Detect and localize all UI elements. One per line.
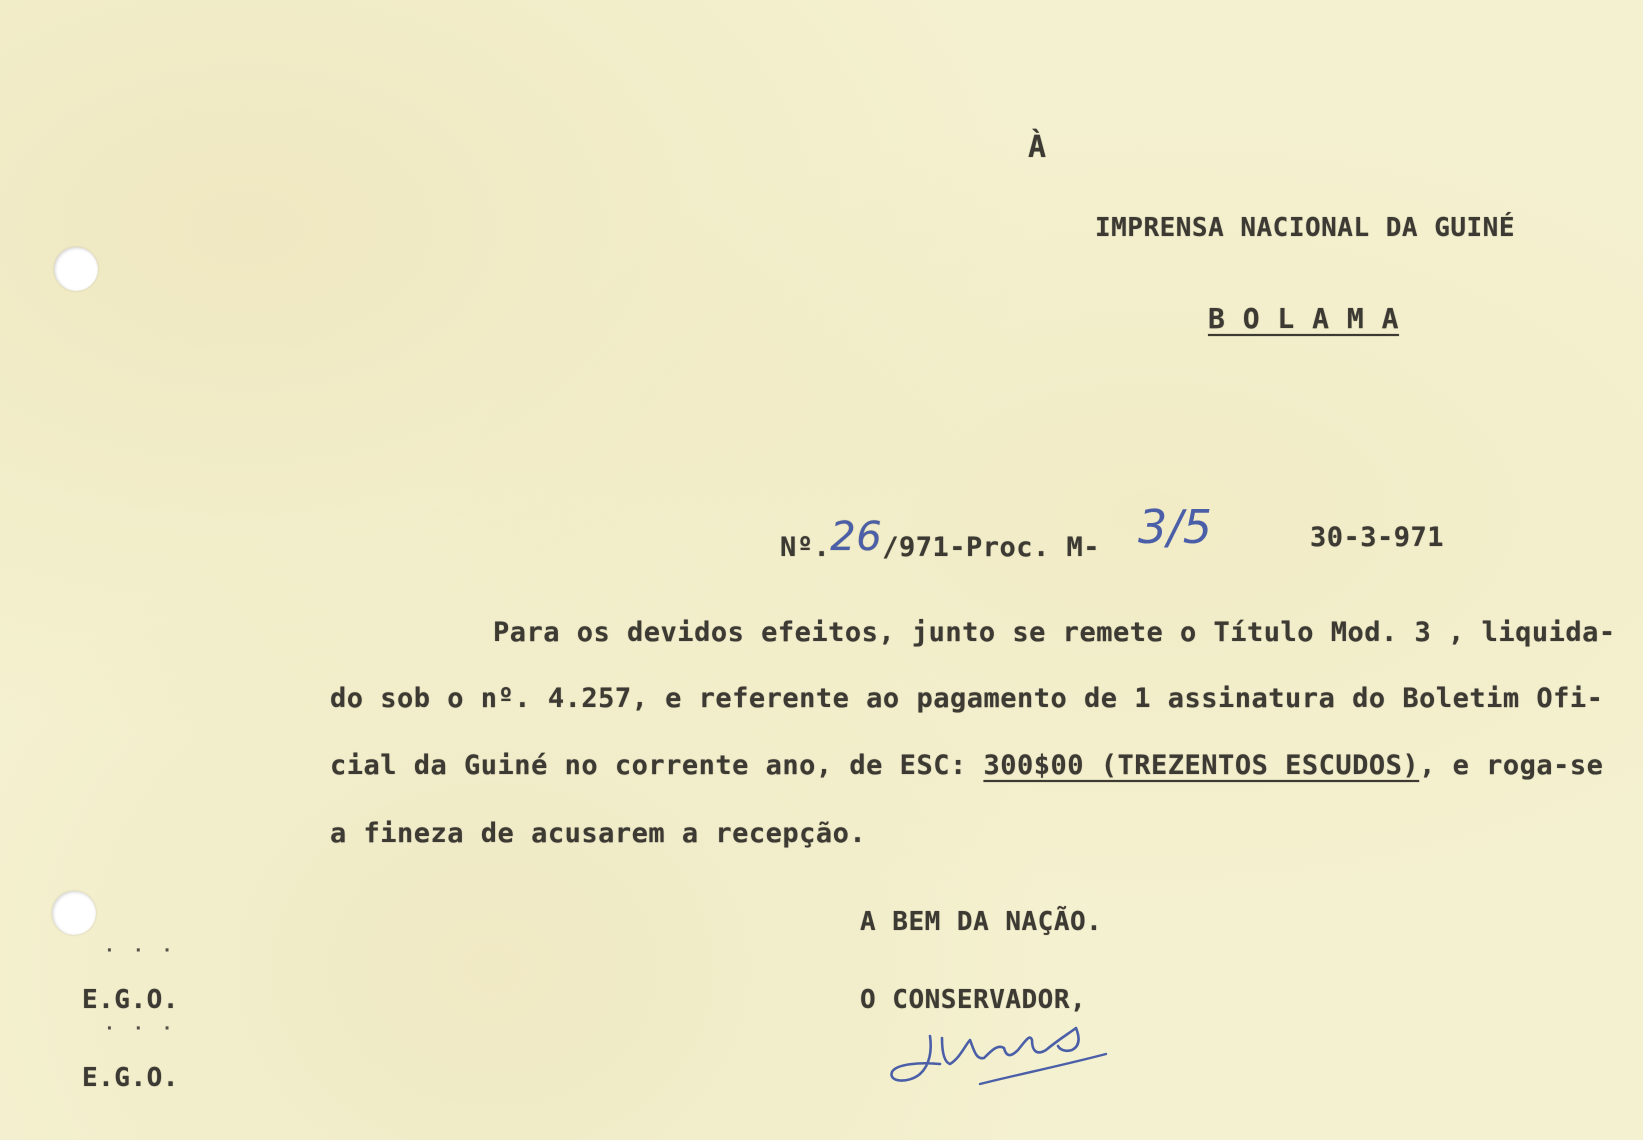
punch-hole-bottom	[52, 891, 96, 935]
closing-salutation: A BEM DA NAÇÃO.	[860, 907, 1103, 937]
reference-proc-handwritten: 3/5	[1138, 500, 1213, 554]
copy-mark-2: E.G.O.	[82, 1063, 179, 1093]
payment-amount: 300$00 (TREZENTOS ESCUDOS)	[983, 750, 1420, 781]
reference-number-prefix: Nº.	[780, 532, 831, 563]
reference-proc-text: /971-Proc. M-	[882, 532, 1101, 563]
body-line-2: do sob o nº. 4.257, e referente ao pagamento de 1 assinatura do Boletim Ofi-	[330, 683, 1604, 714]
signature-image	[880, 1010, 1140, 1100]
recipient-city: B O L A M A	[1208, 302, 1399, 335]
punch-hole-top	[54, 247, 98, 291]
reference-date: 30-3-971	[1310, 522, 1445, 553]
body-line-3-end: , e roga-se	[1419, 750, 1604, 781]
copy-mark-1: E.G.O.	[82, 985, 179, 1015]
recipient-name: IMPRENSA NACIONAL DA GUINÉ	[1095, 213, 1515, 243]
signatory-title: O CONSERVADOR,	[860, 985, 1087, 1015]
body-line-1: Para os devidos efeitos, junto se remete o Título Mod. 3 , liquida-	[493, 617, 1616, 648]
body-line-3	[330, 750, 1603, 781]
reference-number-handwritten: 26	[830, 514, 883, 560]
reference-line	[780, 514, 1101, 566]
body-line-3-start: cial da Guiné no corrente ano, de ESC:	[330, 750, 967, 781]
copy-marker-dots-1: ···	[104, 940, 191, 961]
body-line-4: a fineza de acusarem a recepção.	[330, 818, 867, 849]
addressee-prefix: À	[1028, 130, 1047, 165]
copy-marker-dots-2: ···	[104, 1018, 191, 1039]
